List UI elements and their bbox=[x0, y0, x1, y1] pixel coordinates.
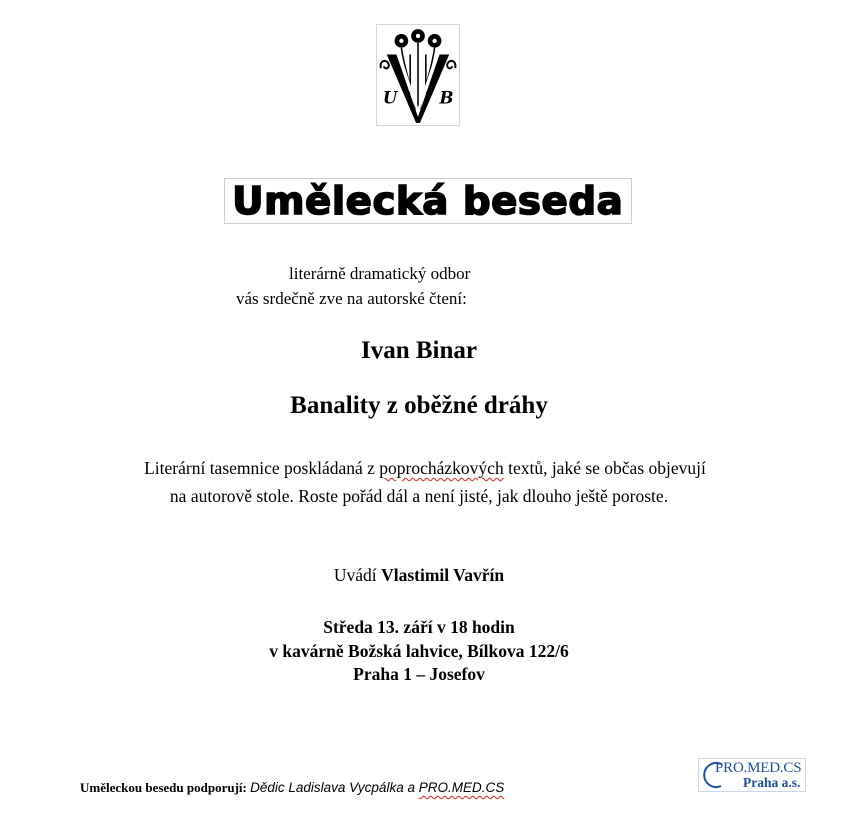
author-name: Ivan Binar bbox=[360, 337, 477, 364]
sponsors-label: Uměleckou besedu podporují: bbox=[80, 780, 247, 795]
description-text: textů, jaké se občas objevují bbox=[503, 458, 706, 478]
description-line-1 bbox=[0, 458, 856, 479]
intro-line-1: literárně dramatický odbor bbox=[289, 264, 471, 283]
event-city: Praha 1 – Josefov bbox=[353, 664, 485, 684]
sponsors-footer bbox=[80, 780, 504, 796]
event-venue: v kavárně Božská lahvice, Bílkova 122/6 bbox=[269, 641, 569, 661]
promedcs-logo bbox=[698, 758, 806, 792]
umelecka-beseda-logo bbox=[376, 24, 460, 126]
work-title: Banality z oběžné dráhy bbox=[290, 392, 548, 419]
spellcheck-flagged-word: poprocházkových bbox=[379, 458, 504, 478]
sponsors-text: Dědic Ladislava Vycpálka a bbox=[250, 780, 419, 795]
host-name: Vlastimil Vavřín bbox=[381, 565, 505, 585]
host-line bbox=[0, 565, 850, 586]
intro-line-2: vás srdečně zve na autorské čtení: bbox=[236, 289, 467, 308]
promedcs-logo-name: PRO.MED.CS bbox=[715, 760, 802, 776]
sponsors-names bbox=[250, 780, 504, 795]
promedcs-logo-city: Praha a.s. bbox=[743, 775, 801, 790]
title-frame bbox=[224, 178, 632, 224]
logo-letter-u: U bbox=[382, 87, 398, 108]
page-title: Umělecká beseda bbox=[232, 179, 624, 223]
host-prefix: Uvádí bbox=[333, 565, 382, 585]
lyre-logo-icon bbox=[377, 25, 459, 125]
spellcheck-flagged-sponsor: PRO.MED.CS bbox=[418, 780, 505, 795]
event-date: Středa 13. září v 18 hodin bbox=[323, 617, 515, 637]
description-text: Literární tasemnice poskládaná z bbox=[144, 458, 380, 478]
description-line-2: na autorově stole. Roste pořád dál a není jisté, jak dlouho ještě poroste. bbox=[169, 486, 669, 506]
logo-letter-b: B bbox=[439, 87, 454, 108]
